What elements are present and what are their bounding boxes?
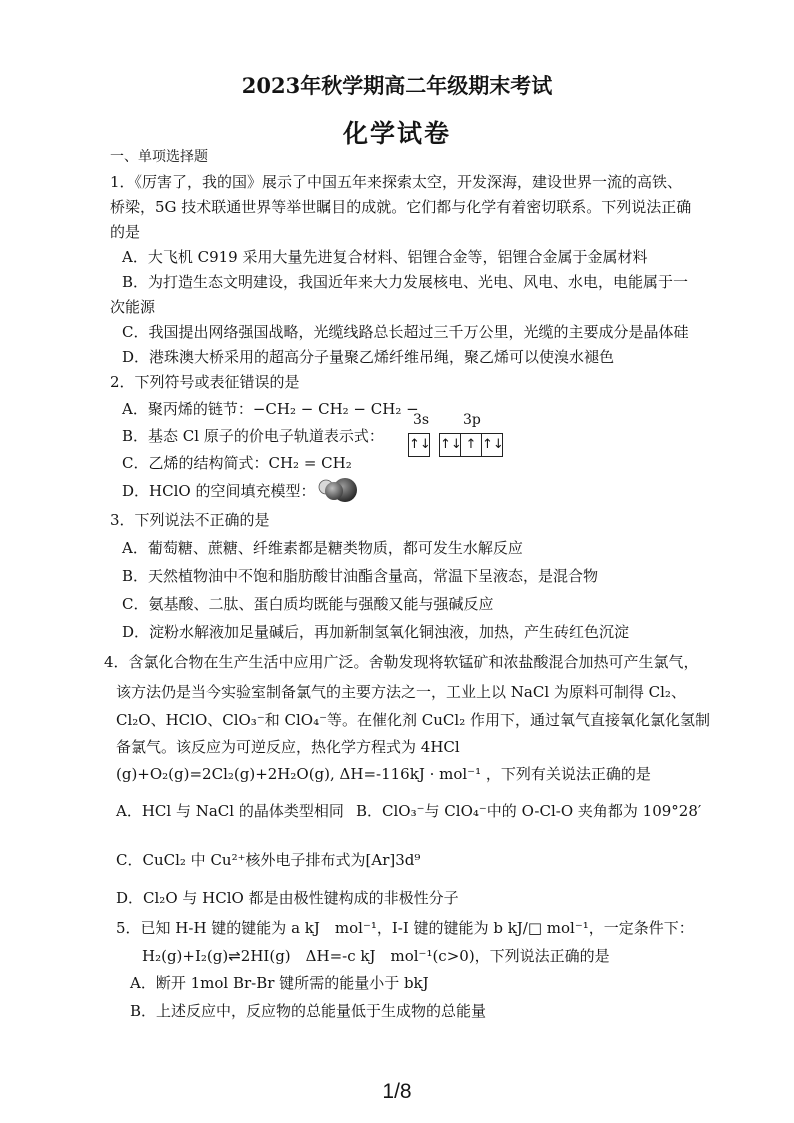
q2-option-c-formula: CH₂ = CH₂ xyxy=(268,454,352,472)
q1-option-d: D．港珠澳大桥采用的超高分子量聚乙烯纤维吊绳，聚乙烯可以使溴水褪色 xyxy=(122,348,615,366)
section-heading: 一、单项选择题 xyxy=(110,149,208,165)
q1-stem-line1: 1．《厉害了，我的国》展示了中国五年来探索太空，开发深海，建设世界一流的高铁、 xyxy=(110,173,683,191)
q1-option-b-line2: 次能源 xyxy=(110,298,156,316)
orbital-3s-box xyxy=(408,433,430,457)
q4-stem-line1: 4．含氯化合物在生产生活中应用广泛。舍勒发现将软锰矿和浓盐酸混合加热可产生氯气， xyxy=(104,653,699,671)
orbital-3s-cell: ↑↓ xyxy=(409,437,431,452)
q2-option-d-label: D．HClO 的空间填充模型： xyxy=(122,482,316,500)
q4-option-a: A．HCl 与 NaCl 的晶体类型相同 xyxy=(116,802,344,820)
q4-option-c: C．CuCl₂ 中 Cu²⁺核外电子排布式为[Ar]3d⁹ xyxy=(116,851,421,869)
q5-equation-right: 2HI(g) ΔH=-c kJ mol⁻¹(c>0)，下列说法正确的是 xyxy=(240,947,610,965)
hclo-space-filling-model-icon xyxy=(316,474,360,504)
q5-stem-line2 xyxy=(142,946,610,966)
q1-option-a: A．大飞机 C919 采用大量先进复合材料、铝锂合金等，铝锂合金属于金属材料 xyxy=(122,248,648,266)
q4-stem-line3: Cl₂O、HClO、ClO₃⁻和 ClO₄⁻等。在催化剂 CuCl₂ 作用下，通过氧气直接氧化氯化氢制 xyxy=(116,711,710,729)
q4-stem-line5: (g)+O₂(g)=2Cl₂(g)+2H₂O(g), ΔH=-116kJ · mol⁻¹ ，下列有关说法正确的是 xyxy=(116,765,651,783)
q4-stem-line2: 该方法仍是当今实验室制备氯气的主要方法之一，工业上以 NaCl 为原料可制得 Cl₂、 xyxy=(116,683,686,701)
q3-option-a: A．葡萄糖、蔗糖、纤维素都是糖类物质，都可发生水解反应 xyxy=(122,539,523,557)
q2-option-a-formula: −CH₂ − CH₂ − CH₂ − xyxy=(252,400,419,418)
equilibrium-arrow-icon: ⇌ xyxy=(228,947,241,965)
orbital-3p-label: 3p xyxy=(463,412,481,428)
orbital-3p-cell-2: ↑ xyxy=(461,434,482,456)
q3-option-b: B．天然植物油中不饱和脂肪酸甘油酯含量高，常温下呈液态，是混合物 xyxy=(122,567,599,585)
q2-option-c xyxy=(122,453,352,473)
subject-title: 化学试卷 xyxy=(342,119,451,148)
q1-option-b-line1: B．为打造生态文明建设，我国近年来大力发展核电、光电、风电、水电，电能属于一 xyxy=(122,273,689,291)
q5-stem-line1: 5．已知 H-H 键的键能为 a kJ mol⁻¹，I-I 键的键能为 b kJ/□ mol⁻¹，一定条件下： xyxy=(116,919,694,937)
q5-option-b: B．上述反应中，反应物的总能量低于生成物的总能量 xyxy=(130,1002,487,1020)
q2-option-c-label: C．乙烯的结构简式： xyxy=(122,454,269,472)
orbital-3p-box xyxy=(439,433,503,457)
page-number: 1/8 xyxy=(382,1080,412,1103)
q3-option-c: C．氨基酸、二肽、蛋白质均既能与强酸又能与强碱反应 xyxy=(122,595,494,613)
orbital-3p-cell-3: ↑↓ xyxy=(482,437,504,452)
q5-equation-left: H₂(g)+I₂(g) xyxy=(142,947,229,965)
q5-option-a: A．断开 1mol Br-Br 键所需的能量小于 bkJ xyxy=(130,974,429,992)
q2-option-b-label: B．基态 Cl 原子的价电子轨道表示式： xyxy=(122,427,384,445)
q2-stem: 2．下列符号或表征错误的是 xyxy=(110,373,300,391)
q4-option-d: D．Cl₂O 与 HClO 都是由极性键构成的非极性分子 xyxy=(116,889,459,907)
q3-stem: 3．下列说法不正确的是 xyxy=(110,511,270,529)
orbital-3p-cell-1: ↑↓ xyxy=(440,434,461,456)
q2-option-a-label: A．聚丙烯的链节： xyxy=(122,400,253,418)
q3-option-d: D．淀粉水解液加足量碱后，再加新制氢氧化铜浊液，加热，产生砖红色沉淀 xyxy=(122,623,630,641)
q2-option-a xyxy=(122,399,419,419)
q1-stem-line3: 的是 xyxy=(110,223,141,241)
q1-stem-line2: 桥梁，5G 技术联通世界等举世瞩目的成就。它们都与化学有着密切联系。下列说法正确 xyxy=(110,198,692,216)
exam-title: 2023年秋学期高二年级期末考试 xyxy=(241,73,553,98)
q4-stem-line4: 备氯气。该反应为可逆反应，热化学方程式为 4HCl xyxy=(116,738,460,756)
q4-option-b: B．ClO₃⁻与 ClO₄⁻中的 O-Cl-O 夹角都为 109°28′ xyxy=(356,802,702,820)
q1-option-c: C．我国提出网络强国战略，光缆线路总长超过三千万公里，光缆的主要成分是晶体硅 xyxy=(122,323,689,341)
orbital-3s-label: 3s xyxy=(413,412,430,428)
